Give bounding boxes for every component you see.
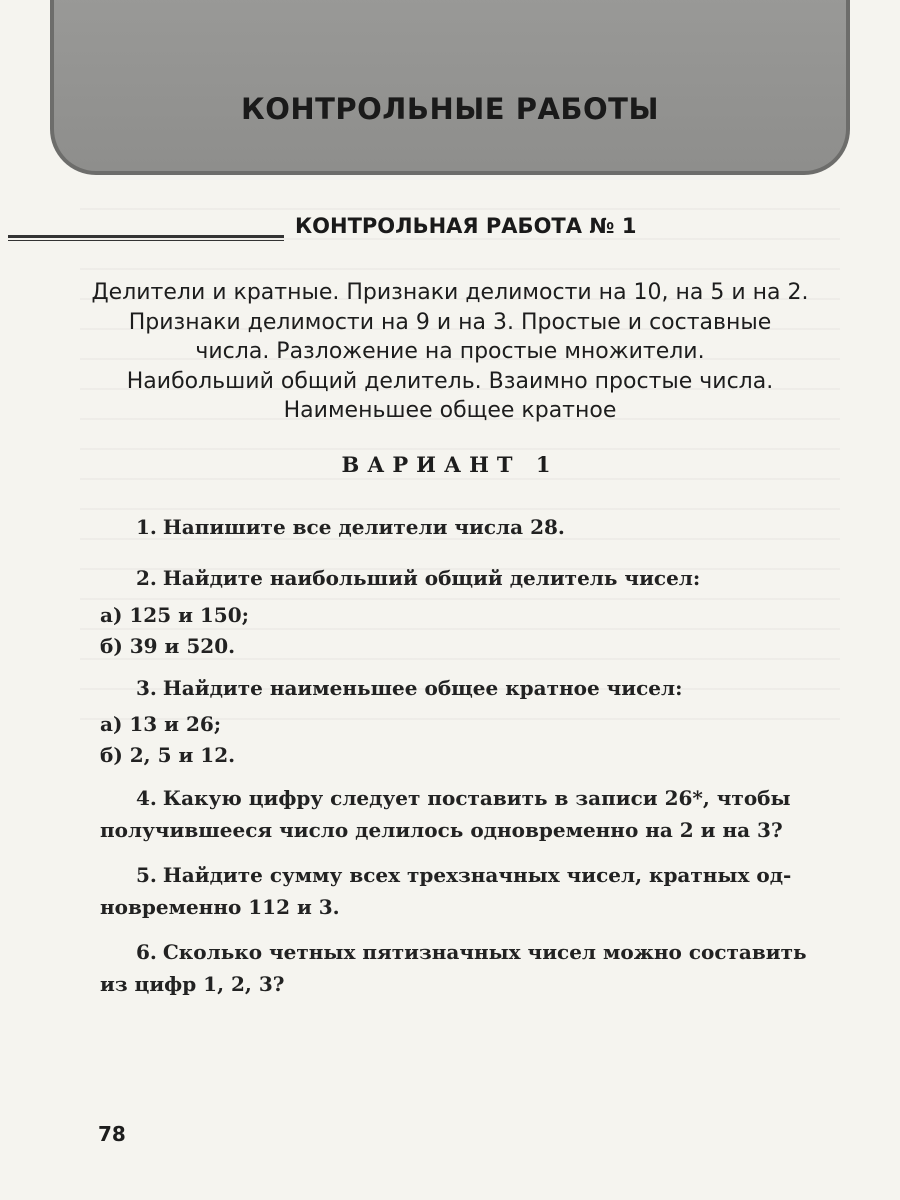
task-number: 2. [136, 566, 157, 590]
task-text: Какую цифру следует поставить в записи 26*, чтобы [162, 786, 791, 810]
task-text: Найдите наибольший общий делитель чисел: [162, 566, 701, 590]
task-text: Найдите наименьшее общее кратное чисел: [162, 676, 683, 700]
task-3 [136, 676, 683, 700]
task-text: Напишите все делители числа 28. [162, 515, 565, 539]
topic-line: Наименьшее общее кратное [283, 398, 617, 423]
section-rule [8, 235, 284, 241]
task-number: 3. [136, 676, 157, 700]
topic-description [70, 278, 830, 426]
page-number: 78 [98, 1122, 126, 1146]
topic-line: Наибольший общий делитель. Взаимно простые числа. [126, 368, 774, 394]
header-banner [50, 0, 850, 175]
task-number: 4. [136, 786, 157, 810]
task-text: Найдите сумму всех трехзначных чисел, кратных од- [162, 863, 792, 887]
task-3-option-a: а) 13 и 26; [100, 712, 222, 736]
task-3-option-b: б) 2, 5 и 12. [100, 743, 236, 767]
variant-heading: ВАРИАНТ 1 [341, 452, 559, 477]
task-6-line-2: из цифр 1, 2, 3? [100, 972, 285, 996]
task-5-line-1 [136, 863, 791, 887]
task-text: Сколько четных пятизначных чисел можно составить [162, 940, 807, 964]
task-2-option-b: б) 39 и 520. [100, 634, 236, 658]
topic-line: Признаки делимости на 9 и на 3. Простые и составные [128, 309, 772, 335]
task-4-line-2: получившееся число делилось одновременно на 2 и на 3? [100, 818, 783, 842]
topic-line: Делители и кратные. Признаки делимости на 10, на 5 и на 2. [91, 280, 809, 305]
section-title: КОНТРОЛЬНАЯ РАБОТА № 1 [295, 214, 637, 238]
task-number: 1. [136, 515, 157, 539]
task-5-line-2: новременно 112 и 3. [100, 895, 340, 919]
task-2 [136, 566, 700, 590]
banner-title: КОНТРОЛЬНЫЕ РАБОТЫ [240, 92, 660, 126]
task-number: 6. [136, 940, 157, 964]
task-6-line-1 [136, 940, 807, 964]
task-number: 5. [136, 863, 157, 887]
topic-line: числа. Разложение на простые множители. [195, 339, 705, 364]
task-4-line-1 [136, 786, 791, 810]
task-1 [136, 515, 565, 539]
task-2-option-a: а) 125 и 150; [100, 603, 250, 627]
